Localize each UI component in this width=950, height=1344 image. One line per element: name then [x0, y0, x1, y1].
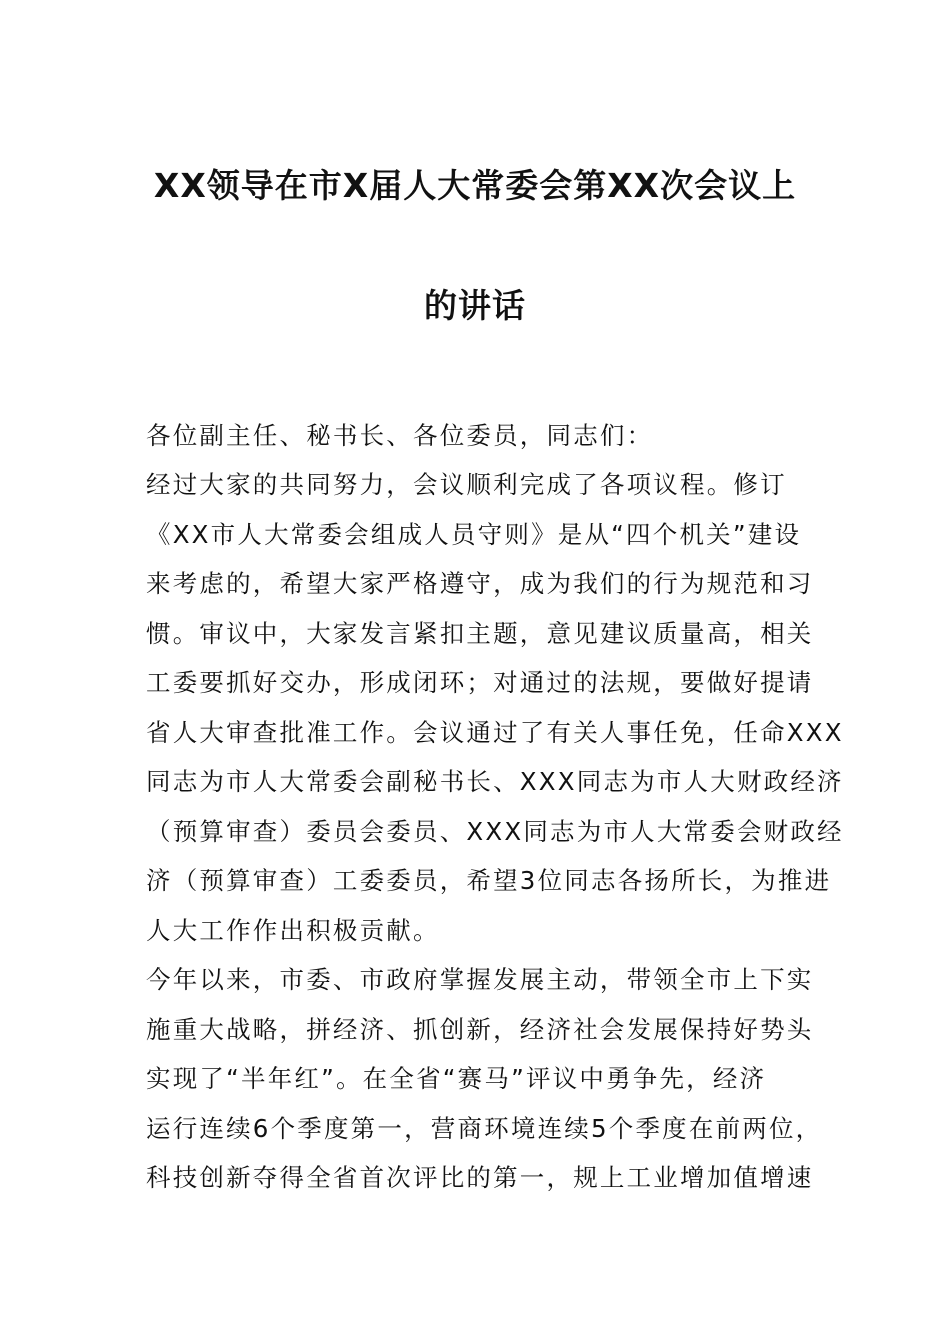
paragraph-1-line-9: 济（预算审查）工委委员，希望3位同志各扬所长，为推进	[146, 866, 832, 895]
paragraph-2-line-5: 科技创新夺得全省首次评比的第一，规上工业增加值增速	[146, 1163, 814, 1192]
paragraph-2-line-3: 实现了“半年红”。在全省“赛马”评议中勇争先，经济	[146, 1064, 767, 1093]
paragraph-1-line-5: 工委要抓好交办，形成闭环；对通过的法规，要做好提请	[146, 668, 814, 697]
paragraph-1-line-1: 经过大家的共同努力，会议顺利完成了各项议程。修订	[146, 470, 787, 499]
paragraph-2-line-1: 今年以来，市委、市政府掌握发展主动，带领全市上下实	[146, 965, 814, 994]
paragraph-2-line-2: 施重大战略，拼经济、抓创新，经济社会发展保持好势头	[146, 1015, 814, 1044]
paragraph-2-line-4: 运行连续6个季度第一，营商环境连续5个季度在前两位，	[146, 1114, 823, 1143]
greeting-line: 各位副主任、秘书长、各位委员，同志们：	[146, 421, 654, 450]
document-title-line-1: XX领导在市X届人大常委会第XX次会议上	[153, 166, 797, 205]
paragraph-1-line-7: 同志为市人大常委会副秘书长、XXX同志为市人大财政经济	[146, 767, 844, 796]
paragraph-1-line-6: 省人大审查批准工作。会议通过了有关人事任免，任命XXX	[146, 718, 844, 747]
paragraph-1-line-10: 人大工作作出积极贡献。	[146, 916, 440, 945]
paragraph-1-line-4: 惯。审议中，大家发言紧扣主题，意见建议质量高，相关	[146, 619, 814, 648]
paragraph-1-line-8: （预算审查）委员会委员、XXX同志为市人大常委会财政经	[146, 817, 844, 846]
paragraph-1-line-3: 来考虑的，希望大家严格遵守，成为我们的行为规范和习	[146, 569, 814, 598]
paragraph-1-line-2: 《XX市人大常委会组成人员守则》是从“四个机关”建设	[146, 520, 802, 549]
document-title-line-2: 的讲话	[424, 286, 526, 325]
